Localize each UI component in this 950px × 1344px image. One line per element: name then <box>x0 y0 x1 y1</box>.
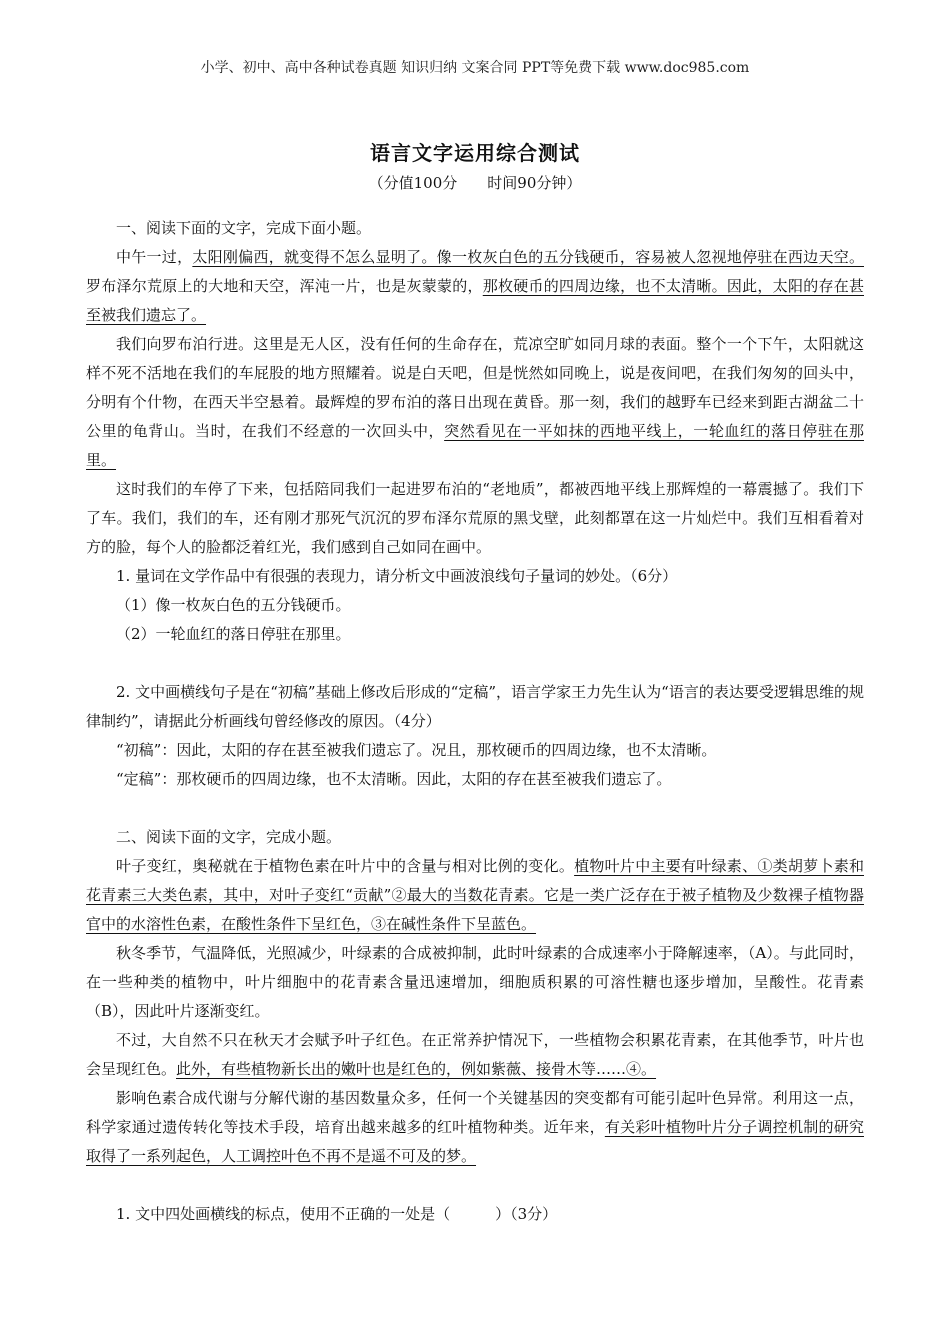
question-1-item-1: （1）像一枚灰白色的五分钱硬币。 <box>116 596 351 614</box>
underlined-sentence: 太阳刚偏西，就变得不怎么显明了。像一枚灰白色的五分钱硬币，容易被人忽视地停驻在西边天空。 <box>192 248 864 266</box>
question-2-draft: “初稿”：因此，太阳的存在甚至被我们遗忘了。况且，那枚硬币的四周边缘，也不太清晰。 <box>116 741 717 759</box>
section1-paragraph-3: 这时我们的车停了下来，包括陪同我们一起进罗布泊的“老地质”，都被西地平线上那辉煌的一幕震撼了。我们下了车。我们，我们的车，还有刚才那死气沉沉的罗布泽尔荒原的黑戈壁，此刻都罩在这一片灿烂中。我们互相看着对方的脸，每个人的脸都泛着红光，我们感到自己如同在画中。 <box>86 480 864 556</box>
underlined-sentence: 有关彩叶植物叶片分子调控机制的研究取得了一系列起色，人工调控叶色不再不是遥不可及的梦。 <box>86 1118 864 1165</box>
question-2-final: “定稿”：那枚硬币的四周边缘，也不太清晰。因此，太阳的存在甚至被我们遗忘了。 <box>116 770 672 788</box>
page-header: 小学、初中、高中各种试卷真题 知识归纳 文案合同 PPT等免费下载 www.doc985.com <box>200 60 750 76</box>
section1-heading: 一、阅读下面的文字，完成下面小题。 <box>116 219 372 237</box>
question-1-item-2: （2）一轮血红的落日停驻在那里。 <box>116 625 351 643</box>
section2-paragraph-3: 不过，大自然不只在秋天才会赋予叶子红色。在正常养护情况下，一些植物会积累花青素，在其他季节，叶片也会呈现红色。此外，有些植物新长出的嫩叶也是红色的，例如紫薇、接骨木等……④。 <box>86 1031 864 1078</box>
page-title: 语言文字运用综合测试 <box>370 141 580 165</box>
question-2: 2. 文中画横线句子是在“初稿”基础上修改后形成的“定稿”，语言学家王力先生认为“语言的表达要受逻辑思维的规律制约”，请据此分析画线句曾经修改的原因。（4分） <box>86 683 864 730</box>
question-1: 1. 量词在文学作品中有很强的表现力，请分析文中画波浪线句子量词的妙处。（6分） <box>116 567 678 585</box>
underlined-sentence: 那枚硬币的四周边缘，也不太清晰。因此，太阳的存在甚至被我们遗忘了。 <box>86 277 864 324</box>
underlined-sentence: 此外，有些植物新长出的嫩叶也是红色的，例如紫薇、接骨木等……④。 <box>176 1060 657 1078</box>
section2-paragraph-2: 秋冬季节，气温降低，光照减少，叶绿素的合成被抑制，此时叶绿素的合成速率小于降解速率，（A）。与此同时，在一些种类的植物中，叶片细胞中的花青素含量迅速增加，细胞质积累的可溶性糖也逐步增加，呈酸性。花青素（B），因此叶片逐渐变红。 <box>86 944 864 1020</box>
document-body <box>86 214 864 1229</box>
page-subtitle: （分值100分 时间90分钟） <box>368 174 582 192</box>
underlined-sentence: 植物叶片中主要有叶绿素、①类胡萝卜素和花青素三大类色素，其中，对叶子变红“贡献”②最大的当数花青素。它是一类广泛存在于被子植物及少数裸子植物器官中的水溶性色素，在酸性条件下呈红色，③在碱性条件下呈蓝色。 <box>86 857 864 933</box>
section1-paragraph-1: 中午一过，太阳刚偏西，就变得不怎么显明了。像一枚灰白色的五分钱硬币，容易被人忽视地停驻在西边天空。罗布泽尔荒原上的大地和天空，浑沌一片，也是灰蒙蒙的，那枚硬币的四周边缘，也不太清晰。因此，太阳的存在甚至被我们遗忘了。 <box>86 248 864 324</box>
section2-paragraph-1: 叶子变红，奥秘就在于植物色素在叶片中的含量与相对比例的变化。植物叶片中主要有叶绿素、①类胡萝卜素和花青素三大类色素，其中，对叶子变红“贡献”②最大的当数花青素。它是一类广泛存在于被子植物及少数裸子植物器官中的水溶性色素，在酸性条件下呈红色，③在碱性条件下呈蓝色。 <box>86 857 864 933</box>
section1-paragraph-2: 我们向罗布泊行进。这里是无人区，没有任何的生命存在，荒凉空旷如同月球的表面。整个一个下午，太阳就这样不死不活地在我们的车屁股的地方照耀着。说是白天吧，但是恍然如同晚上，说是夜间吧，在我们匆匆的回头中，分明有个什物，在西天半空悬着。最辉煌的罗布泊的落日出现在黄昏。那一刻，我们的越野车已经来到距古湖盆二十公里的龟背山。当时，在我们不经意的一次回头中，突然看见在一平如抹的西地平线上，一轮血红的落日停驻在那里。 <box>86 335 864 469</box>
section2-paragraph-4: 影响色素合成代谢与分解代谢的基因数量众多，任何一个关键基因的突变都有可能引起叶色异常。利用这一点，科学家通过遗传转化等技术手段，培育出越来越多的红叶植物种类。近年来，有关彩叶植物叶片分子调控机制的研究取得了一系列起色，人工调控叶色不再不是遥不可及的梦。 <box>86 1089 864 1165</box>
section2-heading: 二、阅读下面的文字，完成小题。 <box>116 828 342 846</box>
section2-question-1: 1. 文中四处画横线的标点，使用不正确的一处是（ ）（3分） <box>116 1205 558 1223</box>
underlined-sentence: 突然看见在一平如抹的西地平线上，一轮血红的落日停驻在那里。 <box>86 422 864 469</box>
